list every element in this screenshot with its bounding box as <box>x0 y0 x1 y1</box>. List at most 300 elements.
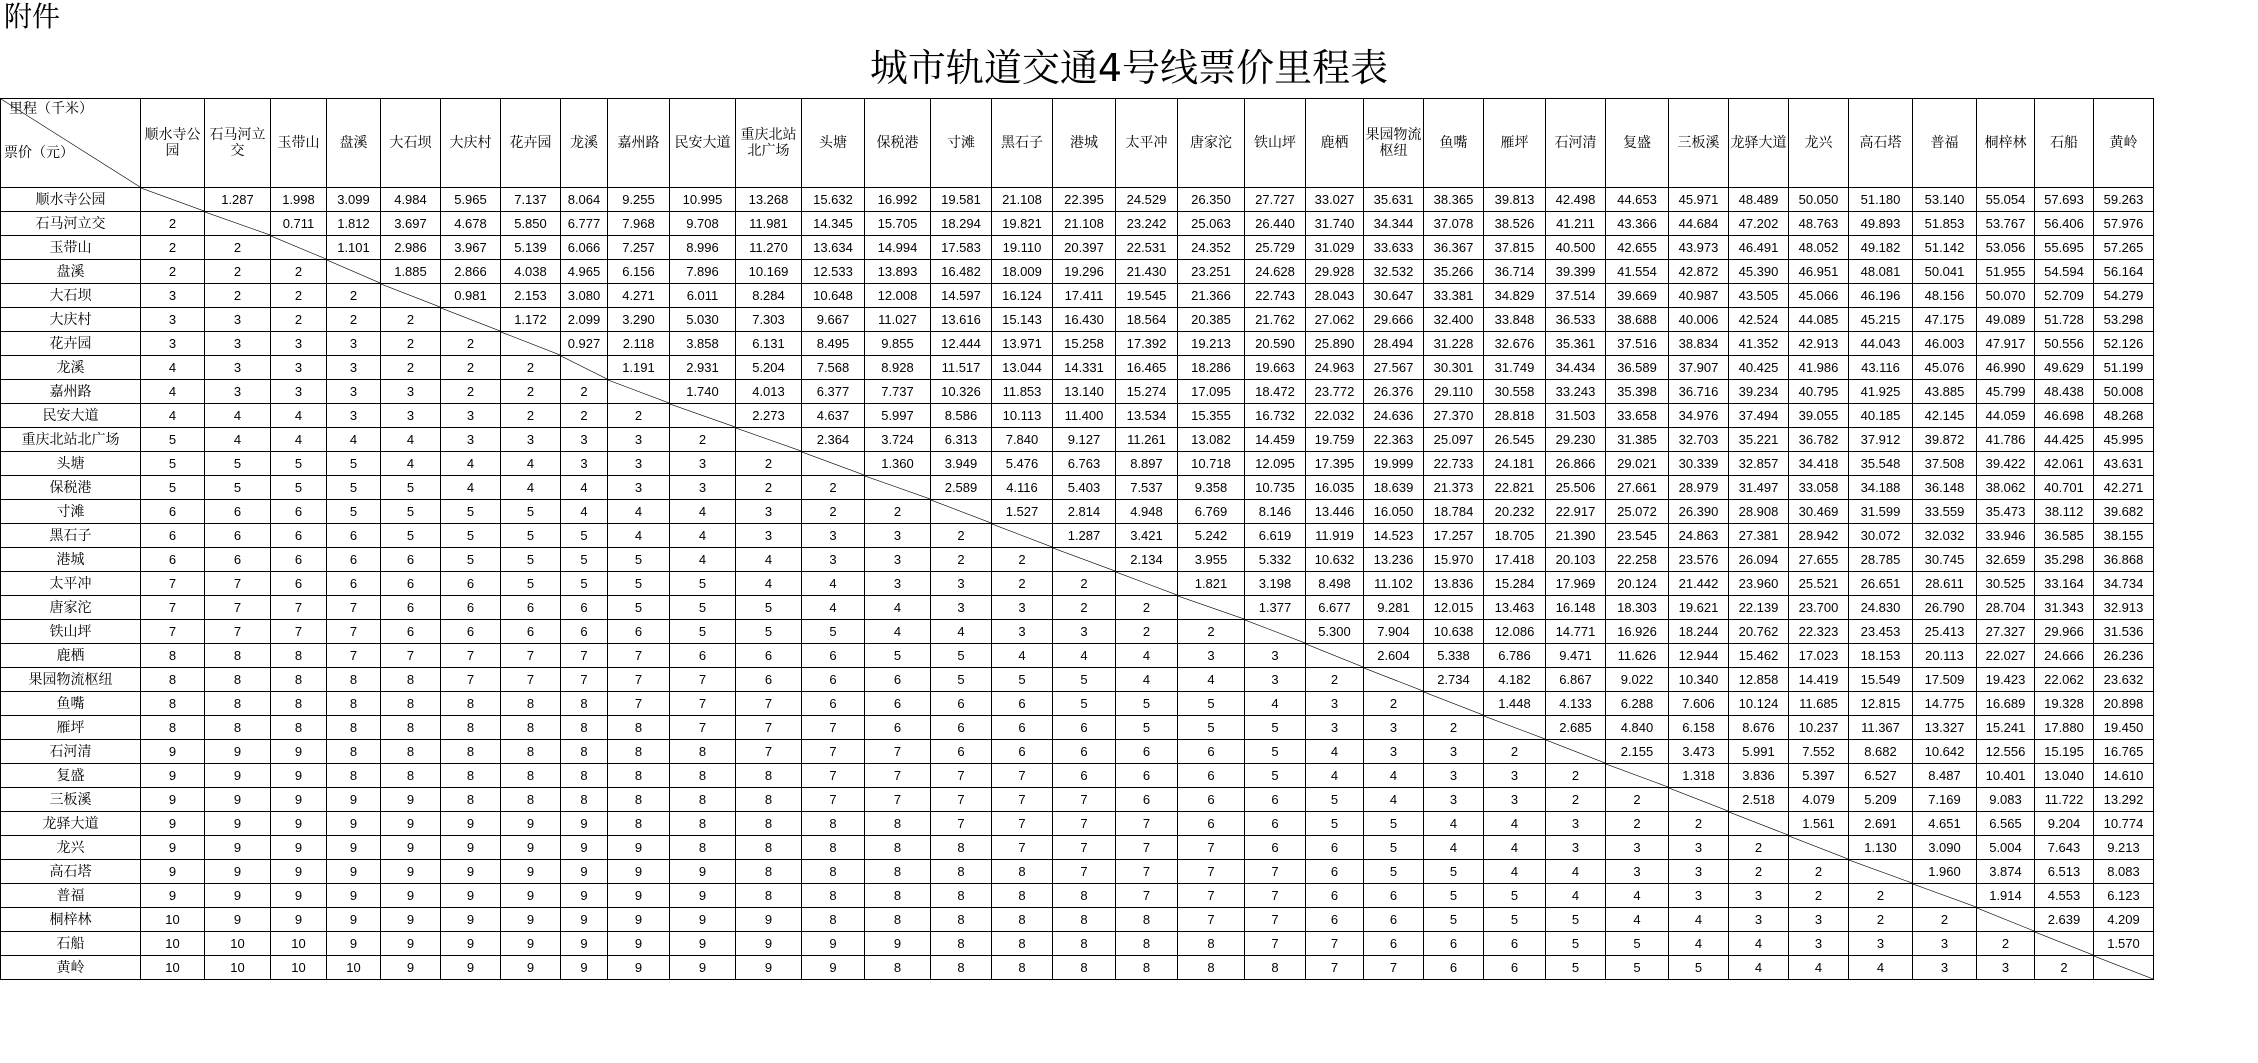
fare-cell: 9 <box>561 932 608 956</box>
fare-cell: 3 <box>865 548 931 572</box>
distance-cell: 28.979 <box>1669 476 1729 500</box>
fare-cell: 5 <box>561 548 608 572</box>
distance-cell: 11.981 <box>736 212 802 236</box>
distance-cell: 33.164 <box>2035 572 2094 596</box>
distance-cell: 45.215 <box>1849 308 1913 332</box>
distance-cell: 45.066 <box>1789 284 1849 308</box>
distance-cell: 4.038 <box>501 260 561 284</box>
fare-cell: 8 <box>608 740 670 764</box>
row-station-label: 鹿栖 <box>1 644 141 668</box>
fare-cell: 8 <box>931 908 992 932</box>
fare-cell: 7 <box>608 668 670 692</box>
fare-cell: 7 <box>1053 812 1116 836</box>
fare-cell: 4 <box>802 596 865 620</box>
fare-cell: 6 <box>802 644 865 668</box>
row-station-label: 港城 <box>1 548 141 572</box>
distance-cell: 34.188 <box>1849 476 1913 500</box>
fare-cell: 4 <box>1669 932 1729 956</box>
column-header <box>1849 99 1913 188</box>
fare-cell: 8 <box>802 812 865 836</box>
fare-cell: 6 <box>271 524 327 548</box>
distance-cell: 14.523 <box>1364 524 1424 548</box>
distance-cell: 13.292 <box>2094 788 2154 812</box>
distance-cell: 14.610 <box>2094 764 2154 788</box>
fare-cell: 3 <box>1306 716 1364 740</box>
distance-cell: 7.537 <box>1116 476 1178 500</box>
fare-cell: 5 <box>1306 812 1364 836</box>
column-header-label: 桐梓林 <box>1984 135 2027 151</box>
row-station-label: 石马河立交 <box>1 212 141 236</box>
fare-cell: 7 <box>561 644 608 668</box>
fare-cell: 4 <box>608 500 670 524</box>
fare-cell: 9 <box>608 908 670 932</box>
distance-cell: 26.350 <box>1178 188 1245 212</box>
fare-cell: 6 <box>1306 908 1364 932</box>
distance-cell: 42.872 <box>1669 260 1729 284</box>
distance-cell: 38.062 <box>1977 476 2035 500</box>
distance-cell: 54.279 <box>2094 284 2154 308</box>
distance-cell: 59.263 <box>2094 188 2154 212</box>
distance-cell: 19.110 <box>992 236 1053 260</box>
fare-cell: 3 <box>1424 788 1484 812</box>
fare-cell: 2 <box>1669 812 1729 836</box>
fare-cell: 3 <box>441 428 501 452</box>
fare-cell: 3 <box>327 404 381 428</box>
diagonal-cell <box>1424 692 1484 716</box>
fare-cell: 8 <box>865 836 931 860</box>
column-header-label: 鱼嘴 <box>1439 135 1468 151</box>
fare-cell: 7 <box>608 692 670 716</box>
fare-cell: 8 <box>736 788 802 812</box>
distance-cell: 19.296 <box>1053 260 1116 284</box>
fare-cell: 9 <box>205 764 271 788</box>
distance-cell: 1.960 <box>1913 860 1977 884</box>
fare-cell: 6 <box>1178 740 1245 764</box>
distance-cell: 36.716 <box>1669 380 1729 404</box>
table-row <box>1 764 2154 788</box>
fare-cell: 5 <box>271 452 327 476</box>
fare-cell: 6 <box>205 548 271 572</box>
fare-cell: 4 <box>736 572 802 596</box>
fare-cell: 4 <box>441 452 501 476</box>
distance-cell: 19.213 <box>1178 332 1245 356</box>
distance-cell: 26.545 <box>1484 428 1546 452</box>
distance-cell: 4.965 <box>561 260 608 284</box>
fare-cell: 5 <box>1606 932 1669 956</box>
row-station-label: 寸滩 <box>1 500 141 524</box>
distance-cell: 2.814 <box>1053 500 1116 524</box>
distance-cell: 9.204 <box>2035 812 2094 836</box>
distance-cell: 30.301 <box>1424 356 1484 380</box>
fare-cell: 6 <box>1053 740 1116 764</box>
distance-cell: 5.965 <box>441 188 501 212</box>
distance-cell: 52.709 <box>2035 284 2094 308</box>
row-station-label: 玉带山 <box>1 236 141 260</box>
distance-cell: 1.740 <box>670 380 736 404</box>
distance-cell: 53.056 <box>1977 236 2035 260</box>
fare-cell: 8 <box>1053 884 1116 908</box>
distance-cell: 43.505 <box>1729 284 1789 308</box>
distance-cell: 7.552 <box>1789 740 1849 764</box>
row-station-label: 鱼嘴 <box>1 692 141 716</box>
fare-cell: 6 <box>1245 788 1306 812</box>
distance-cell: 27.661 <box>1606 476 1669 500</box>
row-station-label: 复盛 <box>1 764 141 788</box>
fare-cell: 9 <box>381 788 441 812</box>
diagonal-cell <box>381 284 441 308</box>
distance-cell: 27.727 <box>1245 188 1306 212</box>
column-header-label: 嘉州路 <box>617 135 660 151</box>
fare-cell: 4 <box>205 404 271 428</box>
distance-cell: 25.413 <box>1913 620 1977 644</box>
fare-cell: 3 <box>608 452 670 476</box>
distance-cell: 29.966 <box>2035 620 2094 644</box>
distance-cell: 15.705 <box>865 212 931 236</box>
fare-cell: 2 <box>441 356 501 380</box>
distance-cell: 53.298 <box>2094 308 2154 332</box>
diagonal-cell <box>992 524 1053 548</box>
fare-cell: 5 <box>205 476 271 500</box>
fare-cell: 8 <box>1053 956 1116 980</box>
distance-cell: 48.489 <box>1729 188 1789 212</box>
fare-cell: 3 <box>271 380 327 404</box>
fare-cell: 5 <box>1484 884 1546 908</box>
distance-cell: 14.459 <box>1245 428 1306 452</box>
distance-cell: 6.565 <box>1977 812 2035 836</box>
fare-cell: 6 <box>1484 956 1546 980</box>
table-row <box>1 404 2154 428</box>
fare-cell: 9 <box>670 956 736 980</box>
fare-cell: 9 <box>271 908 327 932</box>
distance-cell: 33.058 <box>1789 476 1849 500</box>
row-station-label: 唐家沱 <box>1 596 141 620</box>
fare-cell: 5 <box>327 500 381 524</box>
column-header <box>381 99 441 188</box>
distance-cell: 49.629 <box>2035 356 2094 380</box>
fare-cell: 9 <box>561 884 608 908</box>
fare-cell: 9 <box>327 860 381 884</box>
fare-cell: 8 <box>141 716 205 740</box>
distance-cell: 23.700 <box>1789 596 1849 620</box>
fare-cell: 5 <box>1364 836 1424 860</box>
table-row <box>1 644 2154 668</box>
fare-cell: 7 <box>1116 884 1178 908</box>
fare-cell: 6 <box>670 644 736 668</box>
fare-cell: 9 <box>802 956 865 980</box>
distance-cell: 1.318 <box>1669 764 1729 788</box>
fare-cell: 8 <box>501 740 561 764</box>
fare-cell: 4 <box>865 596 931 620</box>
fare-cell: 4 <box>1053 644 1116 668</box>
distance-cell: 7.840 <box>992 428 1053 452</box>
distance-cell: 4.013 <box>736 380 802 404</box>
fare-cell: 9 <box>327 836 381 860</box>
column-header-label: 龙溪 <box>570 135 598 151</box>
distance-cell: 25.506 <box>1546 476 1606 500</box>
distance-cell: 10.113 <box>992 404 1053 428</box>
fare-cell: 6 <box>865 716 931 740</box>
fare-cell: 3 <box>931 596 992 620</box>
distance-cell: 14.771 <box>1546 620 1606 644</box>
fare-cell: 8 <box>141 668 205 692</box>
distance-cell: 33.946 <box>1977 524 2035 548</box>
fare-cell: 7 <box>141 596 205 620</box>
fare-cell: 3 <box>141 332 205 356</box>
distance-cell: 32.400 <box>1424 308 1484 332</box>
distance-cell: 1.101 <box>327 236 381 260</box>
distance-cell: 1.885 <box>381 260 441 284</box>
fare-cell: 8 <box>327 692 381 716</box>
distance-cell: 40.425 <box>1729 356 1789 380</box>
distance-cell: 32.532 <box>1364 260 1424 284</box>
fare-cell: 6 <box>802 668 865 692</box>
fare-cell: 3 <box>865 524 931 548</box>
distance-cell: 2.639 <box>2035 908 2094 932</box>
row-station-label: 黑石子 <box>1 524 141 548</box>
fare-cell: 4 <box>1729 956 1789 980</box>
fare-cell: 7 <box>865 740 931 764</box>
diagonal-cell <box>1245 620 1306 644</box>
distance-cell: 35.298 <box>2035 548 2094 572</box>
distance-cell: 23.632 <box>2094 668 2154 692</box>
fare-distance-table <box>0 98 2154 980</box>
distance-cell: 17.392 <box>1116 332 1178 356</box>
fare-cell: 5 <box>271 476 327 500</box>
distance-cell: 18.009 <box>992 260 1053 284</box>
distance-cell: 30.469 <box>1789 500 1849 524</box>
row-station-label: 保税港 <box>1 476 141 500</box>
fare-cell: 4 <box>141 404 205 428</box>
distance-cell: 12.095 <box>1245 452 1306 476</box>
fare-cell: 8 <box>381 668 441 692</box>
fare-cell: 2 <box>1789 860 1849 884</box>
distance-cell: 11.517 <box>931 356 992 380</box>
fare-cell: 9 <box>608 932 670 956</box>
distance-cell: 26.390 <box>1669 500 1729 524</box>
fare-cell: 2 <box>1849 908 1913 932</box>
distance-cell: 46.003 <box>1913 332 1977 356</box>
fare-cell: 9 <box>381 884 441 908</box>
distance-cell: 31.749 <box>1484 356 1546 380</box>
row-station-label: 花卉园 <box>1 332 141 356</box>
fare-cell: 3 <box>1484 764 1546 788</box>
fare-cell: 10 <box>141 956 205 980</box>
fare-cell: 8 <box>736 836 802 860</box>
distance-cell: 28.704 <box>1977 596 2035 620</box>
distance-cell: 51.955 <box>1977 260 2035 284</box>
distance-cell: 3.967 <box>441 236 501 260</box>
column-header-label: 盘溪 <box>339 135 368 151</box>
distance-cell: 21.762 <box>1245 308 1306 332</box>
fare-cell: 2 <box>1606 812 1669 836</box>
distance-cell: 10.735 <box>1245 476 1306 500</box>
distance-cell: 6.123 <box>2094 884 2154 908</box>
distance-cell: 54.594 <box>2035 260 2094 284</box>
fare-cell: 5 <box>561 572 608 596</box>
fare-cell: 7 <box>1178 908 1245 932</box>
distance-cell: 15.462 <box>1729 644 1789 668</box>
diagonal-cell <box>1484 716 1546 740</box>
distance-cell: 12.008 <box>865 284 931 308</box>
fare-cell: 4 <box>1546 860 1606 884</box>
table-row <box>1 452 2154 476</box>
fare-cell: 9 <box>381 956 441 980</box>
fare-cell: 6 <box>1306 860 1364 884</box>
distance-cell: 23.576 <box>1669 548 1729 572</box>
distance-cell: 31.228 <box>1424 332 1484 356</box>
row-station-label: 龙驿大道 <box>1 812 141 836</box>
distance-cell: 1.172 <box>501 308 561 332</box>
column-header-label: 花卉园 <box>509 135 552 151</box>
distance-cell: 41.786 <box>1977 428 2035 452</box>
distance-cell: 21.390 <box>1546 524 1606 548</box>
distance-cell: 26.790 <box>1913 596 1977 620</box>
distance-cell: 39.234 <box>1729 380 1789 404</box>
distance-cell: 9.281 <box>1364 596 1424 620</box>
fare-cell: 5 <box>1178 692 1245 716</box>
distance-cell: 21.373 <box>1424 476 1484 500</box>
distance-cell: 21.366 <box>1178 284 1245 308</box>
fare-cell: 6 <box>561 620 608 644</box>
column-header <box>501 99 561 188</box>
fare-cell: 4 <box>1669 908 1729 932</box>
fare-cell: 4 <box>1178 668 1245 692</box>
fare-cell: 8 <box>865 884 931 908</box>
fare-cell: 9 <box>327 812 381 836</box>
distance-cell: 50.041 <box>1913 260 1977 284</box>
fare-cell: 5 <box>670 596 736 620</box>
fare-cell: 7 <box>501 668 561 692</box>
distance-cell: 6.131 <box>736 332 802 356</box>
distance-cell: 35.631 <box>1364 188 1424 212</box>
fare-cell: 3 <box>381 380 441 404</box>
distance-cell: 19.821 <box>992 212 1053 236</box>
fare-cell: 5 <box>670 620 736 644</box>
distance-cell: 56.406 <box>2035 212 2094 236</box>
fare-cell: 4 <box>271 428 327 452</box>
fare-cell: 9 <box>141 740 205 764</box>
distance-cell: 43.885 <box>1913 380 1977 404</box>
distance-cell: 33.381 <box>1424 284 1484 308</box>
fare-cell: 5 <box>608 596 670 620</box>
fare-cell: 3 <box>1364 716 1424 740</box>
distance-cell: 1.191 <box>608 356 670 380</box>
distance-cell: 11.853 <box>992 380 1053 404</box>
fare-cell: 8 <box>736 884 802 908</box>
fare-cell: 7 <box>670 668 736 692</box>
fare-cell: 3 <box>670 452 736 476</box>
fare-cell: 9 <box>441 956 501 980</box>
distance-cell: 26.236 <box>2094 644 2154 668</box>
distance-cell: 42.913 <box>1789 332 1849 356</box>
column-header-label: 鹿栖 <box>1320 135 1349 151</box>
fare-cell: 9 <box>561 956 608 980</box>
distance-cell: 7.737 <box>865 380 931 404</box>
fare-cell: 4 <box>1364 764 1424 788</box>
column-header <box>1424 99 1484 188</box>
column-header-label: 头塘 <box>819 135 847 151</box>
distance-cell: 42.498 <box>1546 188 1606 212</box>
fare-cell: 3 <box>561 428 608 452</box>
column-header-label: 黄岭 <box>2109 135 2138 151</box>
fare-cell: 7 <box>802 716 865 740</box>
distance-cell: 9.708 <box>670 212 736 236</box>
fare-cell: 4 <box>501 452 561 476</box>
fare-cell: 4 <box>441 476 501 500</box>
fare-cell: 6 <box>736 668 802 692</box>
fare-cell: 4 <box>1364 788 1424 812</box>
diagonal-cell <box>608 380 670 404</box>
distance-cell: 19.423 <box>1977 668 2035 692</box>
table-row <box>1 932 2154 956</box>
table-row <box>1 284 2154 308</box>
distance-cell: 39.669 <box>1606 284 1669 308</box>
fare-cell: 7 <box>670 692 736 716</box>
fare-cell: 7 <box>141 620 205 644</box>
distance-cell: 17.411 <box>1053 284 1116 308</box>
column-header <box>670 99 736 188</box>
fare-cell: 9 <box>501 884 561 908</box>
distance-cell: 44.043 <box>1849 332 1913 356</box>
fare-cell: 6 <box>992 716 1053 740</box>
distance-cell: 14.419 <box>1789 668 1849 692</box>
fare-cell: 7 <box>205 596 271 620</box>
fare-cell: 3 <box>1669 884 1729 908</box>
diagonal-cell <box>1546 740 1606 764</box>
table-row <box>1 332 2154 356</box>
diagonal-cell <box>2035 932 2094 956</box>
fare-cell: 9 <box>608 836 670 860</box>
fare-cell: 8 <box>501 692 561 716</box>
distance-cell: 31.029 <box>1306 236 1364 260</box>
distance-cell: 34.734 <box>2094 572 2154 596</box>
fare-cell: 5 <box>1546 908 1606 932</box>
column-header-label: 寸滩 <box>947 135 975 151</box>
distance-cell: 4.271 <box>608 284 670 308</box>
distance-cell: 31.503 <box>1546 404 1606 428</box>
fare-cell: 8 <box>931 860 992 884</box>
fare-cell: 4 <box>1849 956 1913 980</box>
distance-cell: 24.529 <box>1116 188 1178 212</box>
column-header <box>141 99 205 188</box>
distance-cell: 16.992 <box>865 188 931 212</box>
distance-cell: 2.118 <box>608 332 670 356</box>
fare-cell: 3 <box>1789 932 1849 956</box>
fare-cell: 8 <box>931 836 992 860</box>
fare-cell: 8 <box>1178 956 1245 980</box>
distance-cell: 6.156 <box>608 260 670 284</box>
fare-cell: 8 <box>992 884 1053 908</box>
distance-cell: 22.139 <box>1729 596 1789 620</box>
column-header <box>1306 99 1364 188</box>
fare-cell: 6 <box>931 692 992 716</box>
distance-cell: 23.251 <box>1178 260 1245 284</box>
fare-cell: 7 <box>141 572 205 596</box>
fare-cell: 5 <box>1424 860 1484 884</box>
distance-cell: 1.821 <box>1178 572 1245 596</box>
fare-cell: 4 <box>1116 644 1178 668</box>
fare-cell: 7 <box>205 620 271 644</box>
distance-cell: 46.990 <box>1977 356 2035 380</box>
distance-cell: 13.446 <box>1306 500 1364 524</box>
fare-cell: 3 <box>1424 764 1484 788</box>
distance-cell: 10.774 <box>2094 812 2154 836</box>
fare-cell: 9 <box>441 836 501 860</box>
distance-cell: 3.473 <box>1669 740 1729 764</box>
fare-cell: 8 <box>802 884 865 908</box>
diagonal-cell <box>1306 644 1364 668</box>
fare-cell: 6 <box>1306 836 1364 860</box>
